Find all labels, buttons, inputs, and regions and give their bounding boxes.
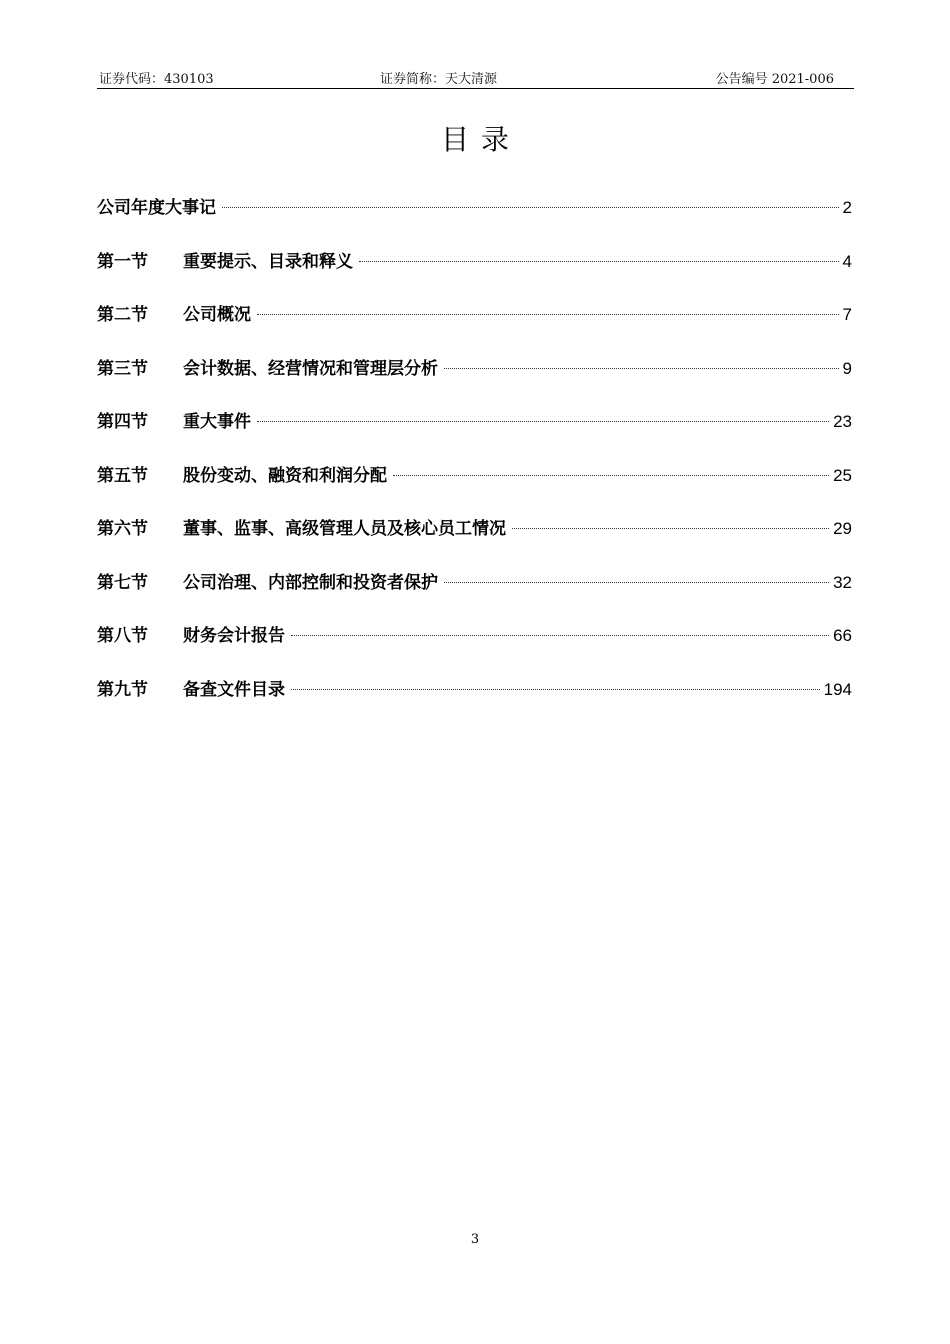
toc-entry-section-2[interactable] [97,301,852,329]
toc-dot-leader [257,314,839,315]
toc-entry-page: 29 [833,519,852,538]
toc-entry-section-8[interactable] [97,622,852,650]
toc-section-number: 第八节 [97,626,148,646]
toc-entry-section-4[interactable] [97,408,852,436]
toc-dot-leader [291,689,820,690]
toc-section-number: 第九节 [97,679,148,700]
toc-entry-label: 财务会计报告 [183,626,285,646]
toc-entry-page: 66 [833,626,852,645]
toc-section-number: 第一节 [97,251,148,272]
toc-section-number: 第四节 [97,412,148,432]
toc-entry-page: 9 [842,358,852,378]
toc-entry-label: 备查文件目录 [183,679,285,700]
toc-entry-label: 股份变动、融资和利润分配 [183,465,387,486]
toc-dot-leader [444,582,829,583]
toc-entry-section-3[interactable] [97,355,852,383]
toc-entry-events[interactable] [97,194,852,222]
page-header [97,66,854,89]
toc-entry-section-9[interactable] [97,676,852,704]
toc-entry-section-5[interactable] [97,462,852,490]
toc-entry-page: 4 [842,251,852,271]
toc-entry-page: 23 [833,412,852,431]
toc-entry-label: 重要提示、目录和释义 [183,251,353,272]
toc-dot-leader [444,368,839,369]
page-title: 目录 [440,123,521,156]
toc-entry-label: 公司治理、内部控制和投资者保护 [183,572,438,593]
announcement-number: 公告编号 2021-006 [715,72,834,87]
toc-entry-label: 公司概况 [183,305,251,325]
toc-entry-page: 25 [833,465,852,485]
toc-dot-leader [291,635,829,636]
toc-entry-label: 重大事件 [183,412,251,432]
toc-entry-label: 董事、监事、高级管理人员及核心员工情况 [183,519,506,539]
toc-entry-section-6[interactable] [97,515,852,543]
toc-dot-leader [222,207,839,208]
toc-section-number: 第五节 [97,465,148,486]
stock-code: 证券代码：430103 [99,72,214,87]
toc-entry-section-7[interactable] [97,569,852,597]
toc-entry-label: 公司年度大事记 [97,198,216,218]
toc-entry-page: 194 [823,679,852,699]
toc-entry-page: 7 [842,305,852,324]
toc-section-number: 第二节 [97,305,148,325]
toc-section-number: 第六节 [97,519,148,539]
toc-entry-page: 32 [833,572,852,592]
toc-dot-leader [359,261,839,262]
toc-dot-leader [257,421,829,422]
toc-dot-leader [512,528,829,529]
toc-entry-page: 2 [842,198,852,217]
page-number: 3 [470,1232,480,1247]
stock-abbreviation: 证券简称：天大清源 [380,72,498,87]
toc-dot-leader [393,475,829,476]
toc-entry-label: 会计数据、经营情况和管理层分析 [183,358,438,379]
toc-section-number: 第三节 [97,358,148,379]
toc-entry-section-1[interactable] [97,248,852,276]
toc-section-number: 第七节 [97,572,148,593]
